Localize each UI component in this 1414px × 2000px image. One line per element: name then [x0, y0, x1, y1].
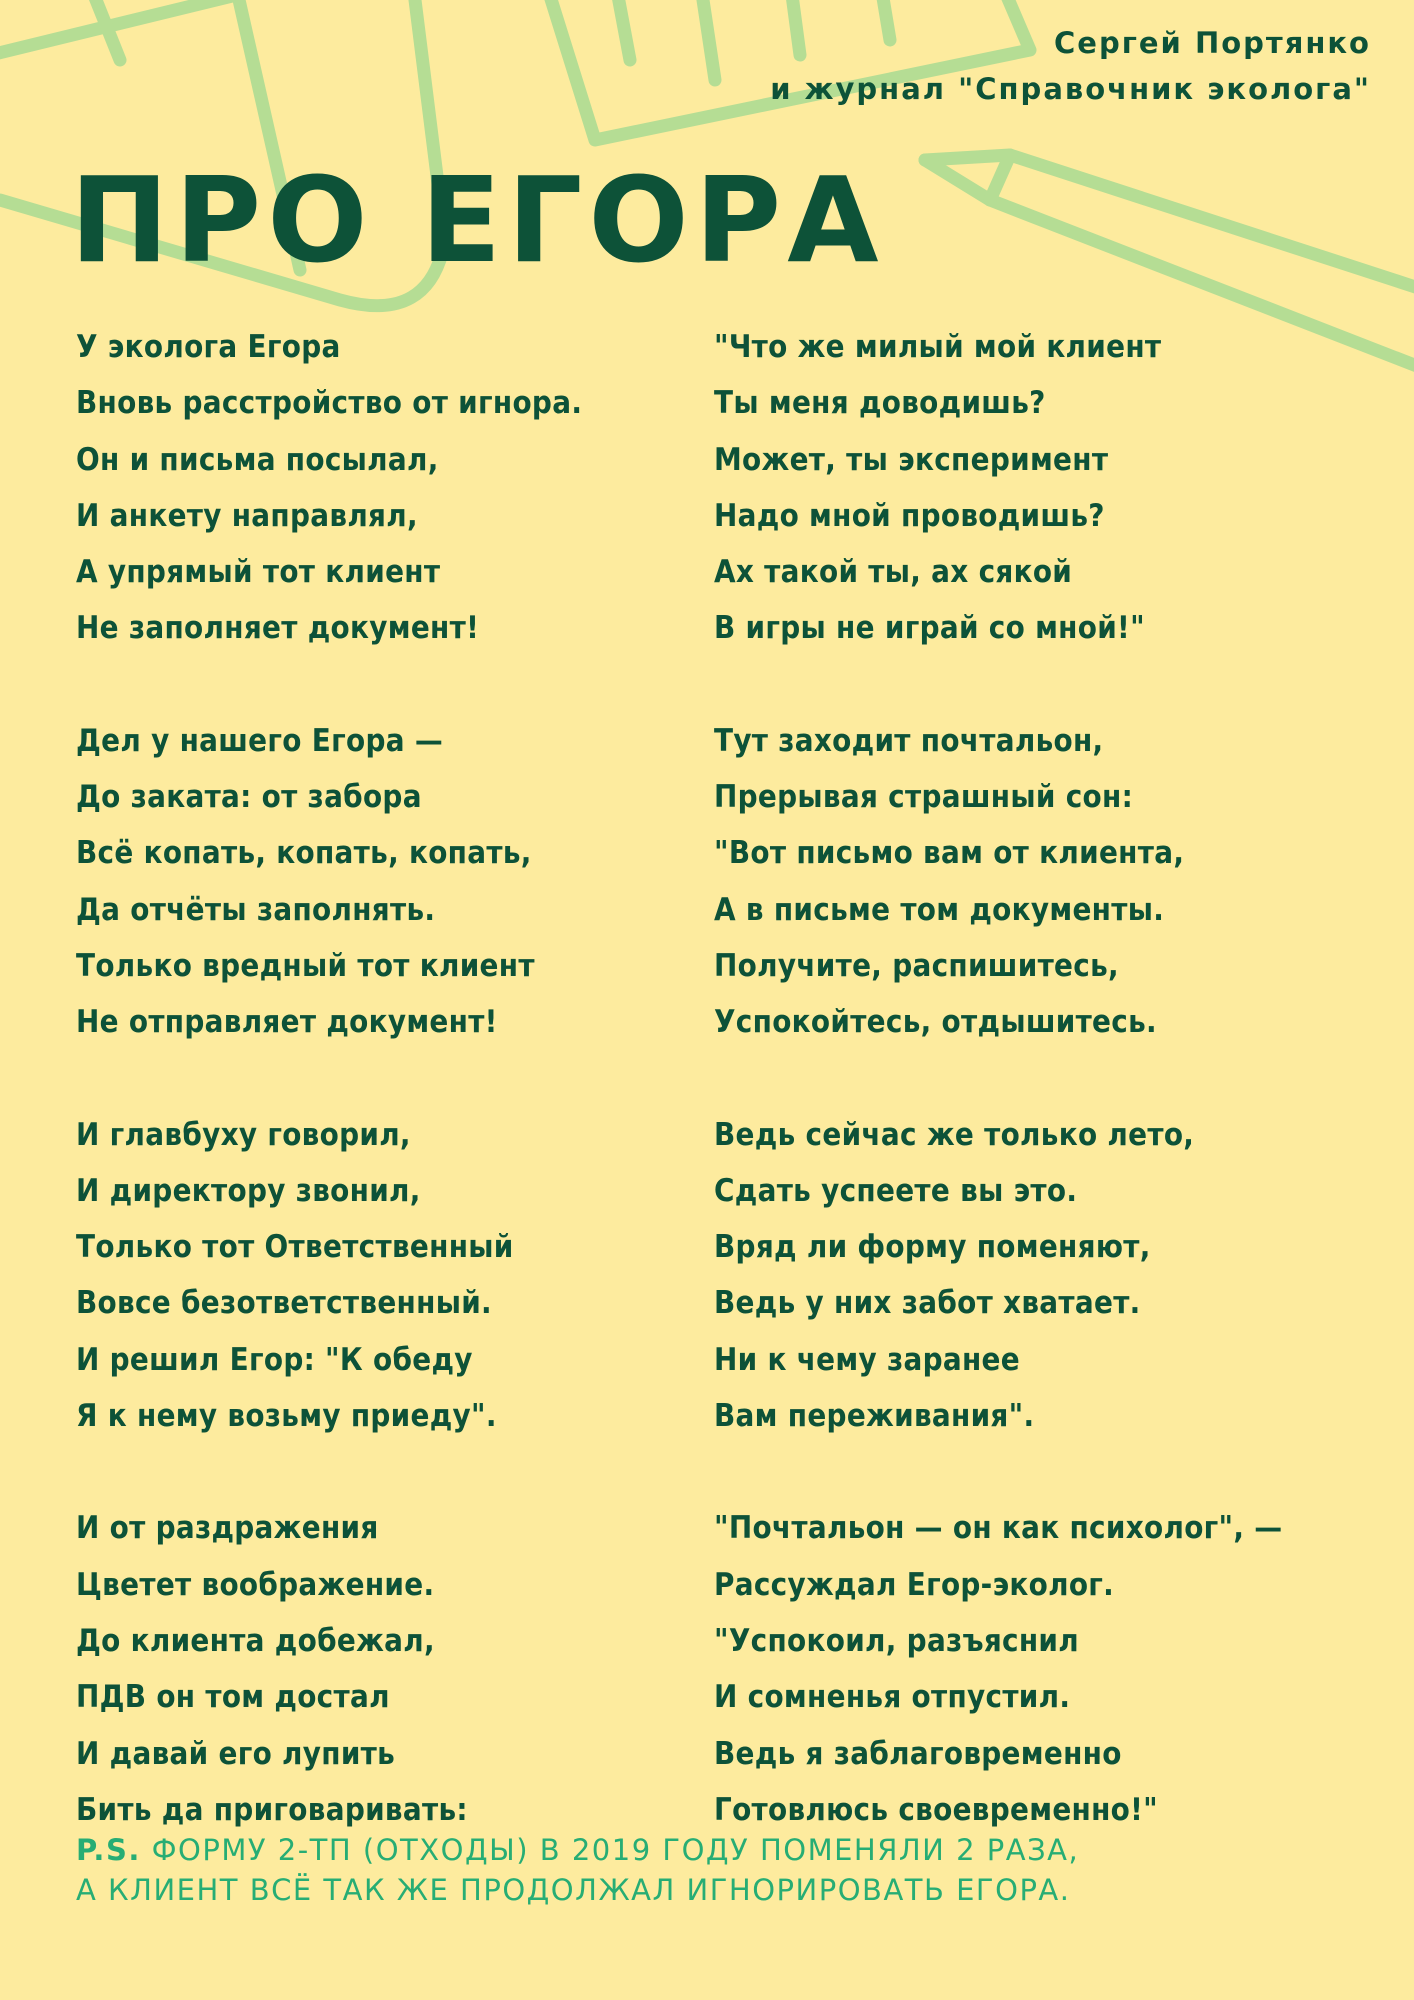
- poem-line: Да отчёты заполнять.: [76, 891, 436, 928]
- poem-line: У эколога Егора: [76, 329, 341, 365]
- poem-line: И анкету направлял,: [76, 497, 418, 534]
- poem-line: Рассуждал Егор-эколог.: [714, 1566, 1115, 1603]
- poem-line: Всё копать, копать, копать,: [76, 835, 532, 872]
- postscript: [76, 1830, 1079, 1910]
- poem-line: До заката: от забора: [76, 779, 422, 816]
- poem-line: Вовсе безответственный.: [76, 1285, 492, 1322]
- poem-line: Дел у нашего Егора —: [76, 722, 444, 759]
- poem-line: Тут заходит почтальон,: [714, 722, 1104, 759]
- stanza: [714, 319, 1282, 657]
- poem-line: Надо мной проводишь?: [714, 497, 1105, 534]
- stanza: [714, 713, 1282, 1051]
- journal-name: и журнал "Справочник эколога": [770, 72, 1371, 106]
- stanza: [714, 1500, 1282, 1838]
- stanza: [76, 1107, 582, 1445]
- poem-line: А упрямый тот клиент: [76, 554, 441, 591]
- postscript-label: P.S.: [76, 1833, 141, 1867]
- author-credit: [770, 20, 1371, 112]
- poem-line: Вряд ли форму поменяют,: [714, 1229, 1151, 1266]
- poem-line: И давай его лупить: [76, 1735, 396, 1772]
- poem-line: Не отправляет документ!: [76, 1004, 498, 1041]
- poem-line: И сомненья отпустил.: [714, 1679, 1071, 1716]
- postscript-text-1: ФОРМУ 2-ТП (ОТХОДЫ) В 2019 ГОДУ ПОМЕНЯЛИ 2 РАЗА,: [151, 1833, 1080, 1867]
- poem-line: "Успокоил, разъяснил: [714, 1622, 1080, 1659]
- poem-line: Может, ты эксперимент: [714, 441, 1109, 478]
- poem-line: Вновь расстройство от игнора.: [76, 385, 583, 422]
- poem-line: Прерывая страшный сон:: [714, 779, 1134, 816]
- poem-line: Ты меня доводишь?: [714, 385, 1046, 422]
- poem-line: Сдать успеете вы это.: [714, 1172, 1078, 1209]
- poem-line: И решил Егор: "К обеду: [76, 1341, 473, 1378]
- stanza: [76, 319, 582, 657]
- poem-line: "Что же милый мой клиент: [714, 329, 1162, 365]
- author-name: Сергей Портянко: [1054, 26, 1371, 60]
- poem-line: И главбуху говорил,: [76, 1116, 411, 1153]
- poem-line: До клиента добежал,: [76, 1622, 435, 1659]
- poem-line: И от раздражения: [76, 1510, 379, 1547]
- poem-line: Не заполняет документ!: [76, 610, 480, 647]
- poem-line: "Почтальон — он как психолог", —: [714, 1510, 1283, 1547]
- poem-line: Только тот Ответственный: [76, 1229, 514, 1266]
- postscript-line-1: [76, 1830, 1079, 1870]
- poem-line: И директору звонил,: [76, 1172, 421, 1209]
- poem-line: "Вот письмо вам от клиента,: [714, 835, 1185, 872]
- poem-line: Ах такой ты, ах сякой: [714, 554, 1073, 591]
- poem-line: Только вредный тот клиент: [76, 947, 535, 984]
- poem-line: Ведь сейчас же только лето,: [714, 1116, 1195, 1153]
- poem-line: Я к нему возьму приеду".: [76, 1398, 497, 1435]
- poem-line: Получите, распишитесь,: [714, 947, 1119, 984]
- poem-line: Ведь я заблаговременно: [714, 1735, 1122, 1772]
- stanza: [76, 713, 582, 1051]
- poem-line: Бить да приговаривать:: [76, 1791, 468, 1828]
- poem-line: Готовлюсь своевременно!": [714, 1791, 1158, 1828]
- poem-line: Он и письма посылал,: [76, 441, 439, 478]
- poem-line: А в письме том документы.: [714, 891, 1165, 928]
- poem-line: Ведь у них забот хватает.: [714, 1285, 1141, 1322]
- poem-line: В игры не играй со мной!": [714, 610, 1145, 647]
- stanza: [714, 1107, 1282, 1445]
- poem-line: ПДВ он том достал: [76, 1679, 390, 1716]
- poem-column-left: [76, 319, 582, 1894]
- stanza: [76, 1500, 582, 1838]
- poem-line: Успокойтесь, отдышитесь.: [714, 1004, 1157, 1041]
- poem-line: Цветет воображение.: [76, 1566, 435, 1603]
- page-title: ПРО ЕГОРА: [70, 151, 885, 289]
- poem-line: Вам переживания".: [714, 1398, 1035, 1435]
- poem-line: Ни к чему заранее: [714, 1341, 1020, 1378]
- postscript-text-2: А КЛИЕНТ ВСЁ ТАК ЖЕ ПРОДОЛЖАЛ ИГНОРИРОВАТЬ ЕГОРА.: [76, 1873, 1071, 1907]
- poem-column-right: [714, 319, 1282, 1894]
